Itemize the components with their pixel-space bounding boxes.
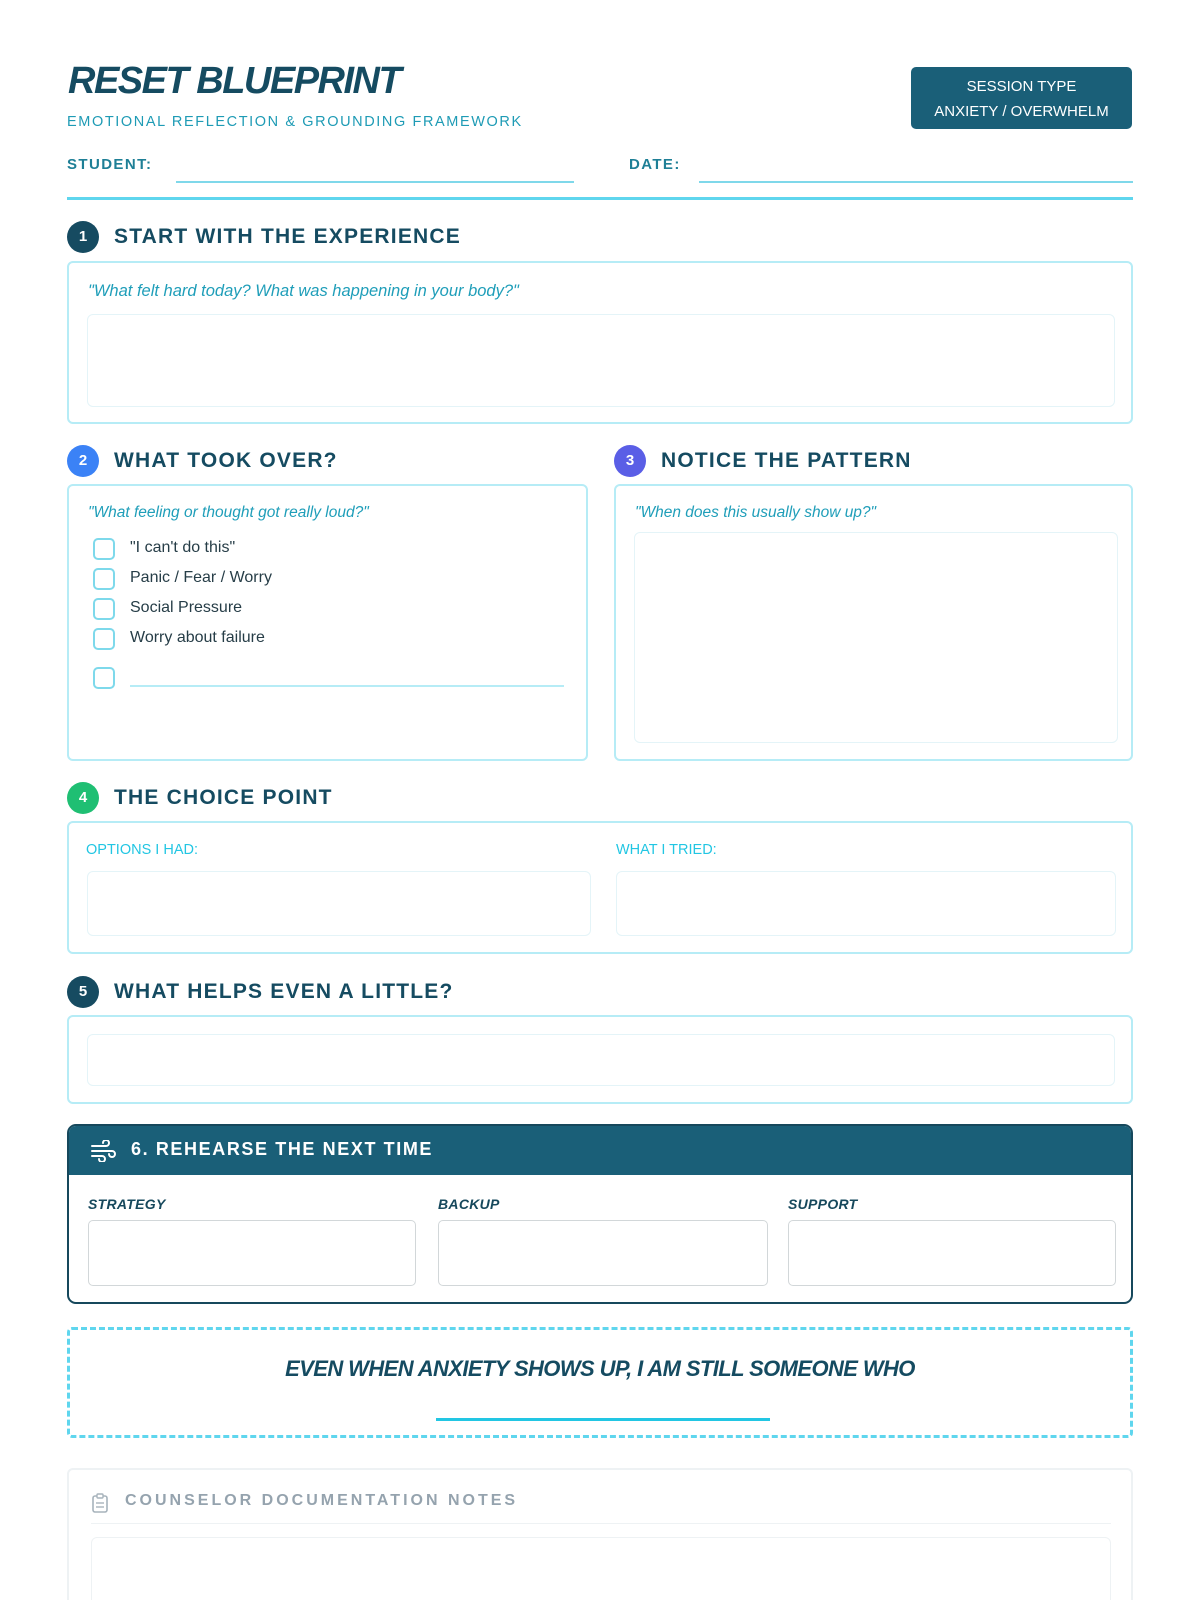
section-1-badge: 1 bbox=[67, 221, 99, 253]
rehearse-header bbox=[69, 1126, 1131, 1175]
options-textarea[interactable] bbox=[87, 871, 591, 936]
rehearse-title: 6. REHEARSE THE NEXT TIME bbox=[131, 1139, 434, 1159]
session-type-label: SESSION TYPE bbox=[966, 78, 1077, 95]
tried-textarea[interactable] bbox=[616, 871, 1116, 936]
date-field[interactable] bbox=[699, 181, 1133, 183]
other-write-in-line[interactable] bbox=[130, 685, 564, 687]
wind-icon bbox=[91, 1140, 117, 1162]
page-subtitle: EMOTIONAL REFLECTION & GROUNDING FRAMEWORK bbox=[67, 114, 523, 130]
section-1-card bbox=[67, 261, 1133, 424]
section-4-title: THE CHOICE POINT bbox=[114, 786, 333, 809]
affirmation-text: EVEN WHEN ANXIETY SHOWS UP, I AM STILL SOMEONE WHO bbox=[285, 1356, 915, 1381]
section-2-card bbox=[67, 484, 588, 761]
section-5-card bbox=[67, 1015, 1133, 1104]
section-1-title: START WITH THE EXPERIENCE bbox=[114, 225, 461, 248]
strategy-label: STRATEGY bbox=[88, 1196, 166, 1212]
section-3-prompt: "When does this usually show up?" bbox=[635, 504, 877, 521]
section-2-title: WHAT TOOK OVER? bbox=[114, 449, 338, 472]
checkbox[interactable] bbox=[93, 598, 115, 620]
support-field[interactable] bbox=[788, 1220, 1116, 1286]
experience-textarea[interactable] bbox=[87, 314, 1115, 407]
counselor-notes-textarea[interactable] bbox=[91, 1537, 1111, 1600]
options-label: OPTIONS I HAD: bbox=[86, 842, 198, 858]
checkbox[interactable] bbox=[93, 628, 115, 650]
section-5-badge: 5 bbox=[67, 976, 99, 1008]
section-2-prompt: "What feeling or thought got really loud?" bbox=[88, 504, 369, 521]
section-3-badge: 3 bbox=[614, 445, 646, 477]
checkbox-label: "I can't do this" bbox=[130, 539, 236, 556]
page-title: RESET BLUEPRINT bbox=[68, 60, 401, 102]
checkbox-label: Panic / Fear / Worry bbox=[130, 569, 272, 586]
section-4-badge: 4 bbox=[67, 782, 99, 814]
counselor-notes-title: COUNSELOR DOCUMENTATION NOTES bbox=[125, 1492, 519, 1509]
backup-field[interactable] bbox=[438, 1220, 768, 1286]
strategy-field[interactable] bbox=[88, 1220, 416, 1286]
section-3-title: NOTICE THE PATTERN bbox=[661, 449, 912, 472]
affirmation-write-in-line[interactable] bbox=[436, 1418, 770, 1421]
rehearse-card bbox=[67, 1124, 1133, 1304]
clipboard-icon bbox=[91, 1493, 109, 1513]
section-2-badge: 2 bbox=[67, 445, 99, 477]
pattern-textarea[interactable] bbox=[634, 532, 1118, 743]
session-type-badge bbox=[911, 67, 1132, 129]
header-divider bbox=[67, 197, 1133, 200]
section-3-card bbox=[614, 484, 1133, 761]
notes-divider bbox=[91, 1523, 1111, 1524]
checkbox[interactable] bbox=[93, 568, 115, 590]
student-field[interactable] bbox=[176, 181, 574, 183]
helps-textarea[interactable] bbox=[87, 1034, 1115, 1086]
counselor-notes-card bbox=[67, 1468, 1133, 1600]
section-4-card bbox=[67, 821, 1133, 954]
date-label: DATE: bbox=[629, 156, 681, 173]
support-label: SUPPORT bbox=[788, 1196, 858, 1212]
checkbox-other[interactable] bbox=[93, 667, 115, 689]
affirmation-box bbox=[67, 1327, 1133, 1438]
checkbox-label: Worry about failure bbox=[130, 629, 265, 646]
section-5-title: WHAT HELPS EVEN A LITTLE? bbox=[114, 980, 454, 1003]
session-type-value: ANXIETY / OVERWHELM bbox=[934, 103, 1109, 120]
checkbox-label: Social Pressure bbox=[130, 599, 243, 616]
tried-label: WHAT I TRIED: bbox=[616, 842, 717, 858]
checkbox[interactable] bbox=[93, 538, 115, 560]
section-1-prompt: "What felt hard today? What was happening in your body?" bbox=[88, 282, 519, 300]
backup-label: BACKUP bbox=[438, 1196, 500, 1212]
student-label: STUDENT: bbox=[67, 156, 153, 173]
